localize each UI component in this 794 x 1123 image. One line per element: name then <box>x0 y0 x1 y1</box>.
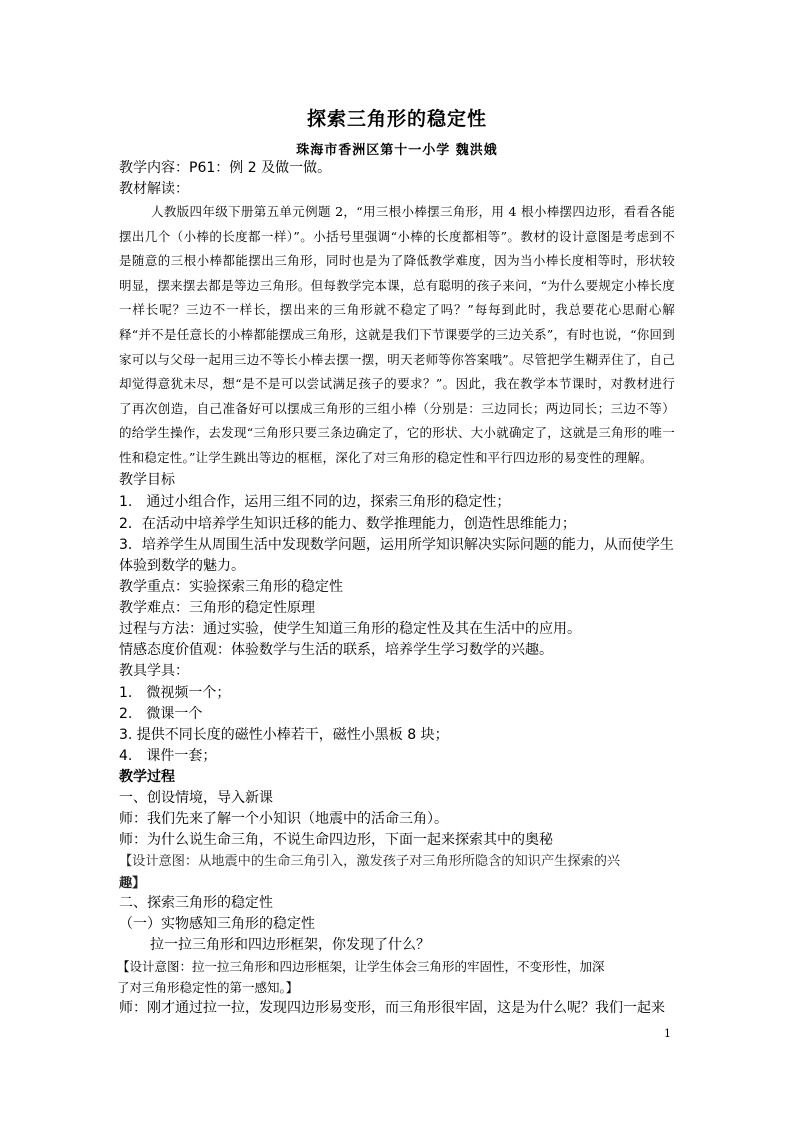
tool-item: 1. 微视频一个； <box>119 685 231 701</box>
difficulty: 教学难点：三角形的稳定性原理 <box>119 600 315 616</box>
material-paragraph: 人教版四年级下册第五单元例题 2，“用三根小棒摆三角形，用 4 根小棒摆四边形，看看各能摆出几个（小棒的长度都一样）”。小括号里强调“小棒的长度都相等”。教材的设计意图是考虑到不是随意的三根小棒都能摆出三角形，同时也是为了降低教学难度，因为当小棒长度相等时，形状较明显，摆来摆去都是等边三角形。但每教学完本课，总有聪明的孩子来问，“为什么要规定小棒长度一样长呢？三边不一样长，摆出来的三角形就不稳定了吗？”每每到此时，我总要花心思耐心解释“并不是任意长的小棒都能摆成三角形，这就是我们下节课要学的三边关系”，有时也说，“你回到家可以与父母一起用三边不等长小棒去摆一摆，明天老师等你答案哦”。尽管把学生糊弄住了，自己却觉得意犹未尽，想“是不是可以尝试满足孩子的要求？”。因此，我在教学本节课时，对教材进行了再次创造，自己准备好可以摆成三角形的三组小棒（分别是：三边同长；两边同长；三边不等）的给学生操作，去发现“三角形只要三条边确定了，它的形状、大小就确定了，这就是三角形的唯一性和稳定性。”让学生跳出等边的框框，深化了对三角形的稳定性和平行四边形的易变性的理解。 <box>119 204 675 465</box>
teacher-line-1: 师：我们先来了解一个小知识（地震中的活命三角）。 <box>119 811 448 827</box>
goals-heading: 教学目标 <box>119 472 175 488</box>
author-line: 珠海市香洲区第十一小学 魏洪娥 <box>296 143 498 158</box>
page-title: 探索三角形的稳定性 <box>306 108 487 130</box>
design-note-1-line-2: 趣】 <box>119 876 146 891</box>
design-note-2-line-2: 了对三角形稳定性的第一感知。】 <box>117 980 299 995</box>
tool-item: 3. 提供不同长度的磁性小棒若干，磁性小黑板 8 块； <box>119 727 449 743</box>
process-heading: 教学过程 <box>119 769 175 785</box>
key-point: 教学重点：实验探索三角形的稳定性 <box>119 579 343 595</box>
section-2-heading: 二、探索三角形的稳定性 <box>119 895 273 911</box>
subsection-1-heading: （一）实物感知三角形的稳定性 <box>119 916 315 932</box>
process-method: 过程与方法：通过实验，使学生知道三角形的稳定性及其在生活中的应用。 <box>119 621 581 637</box>
design-note-1-line-1: 【设计意图：从地震中的生命三角引入，激发孩子对三角形所隐含的知识产生探索的兴 <box>119 854 621 869</box>
section-1-heading: 一、创设情境，导入新课 <box>119 790 273 806</box>
goal-item: 2．在活动中培养学生知识迁移的能力、数学推理能力，创造性思维能力； <box>119 516 576 532</box>
design-note-2-line-1: 【设计意图：拉一拉三角形和四边形框架，让学生体会三角形的牢固性，不变形性，加深 <box>117 959 605 974</box>
tool-item: 2. 微课一个 <box>119 706 203 722</box>
design-note-1 <box>119 851 679 895</box>
goal-item: 1. 通过小组合作，运用三组不同的边，探索三角形的稳定性； <box>119 494 511 510</box>
teacher-line-3: 师：刚才通过拉一拉，发现四边形易变形，而三角形很牢固，这是为什么呢？我们一起来 <box>119 1000 665 1016</box>
tools-heading: 教具学具： <box>119 663 189 679</box>
teacher-line-2: 师：为什么说生命三角，不说生命四边形，下面一起来探索其中的奥秘 <box>119 832 553 848</box>
pull-activity-line: 拉一拉三角形和四边形框架，你发现了什么？ <box>150 937 430 953</box>
goal-item-continued: 体验到数学的魅力。 <box>119 558 245 574</box>
goal-item: 3．培养学生从周围生活中发现数学问题，运用所学知识解决实际问题的能力，从而使学生 <box>119 537 674 553</box>
attitude: 情感态度价值观：体验数学与生活的联系，培养学生学习数学的兴趣。 <box>119 642 553 658</box>
page-number: 1 <box>664 1027 671 1040</box>
design-note-2 <box>117 956 679 998</box>
material-heading: 教材解读： <box>119 181 189 197</box>
tool-item: 4. 课件一套； <box>119 748 217 764</box>
content-line: 教学内容：P61：例 2 及做一做。 <box>119 160 332 176</box>
